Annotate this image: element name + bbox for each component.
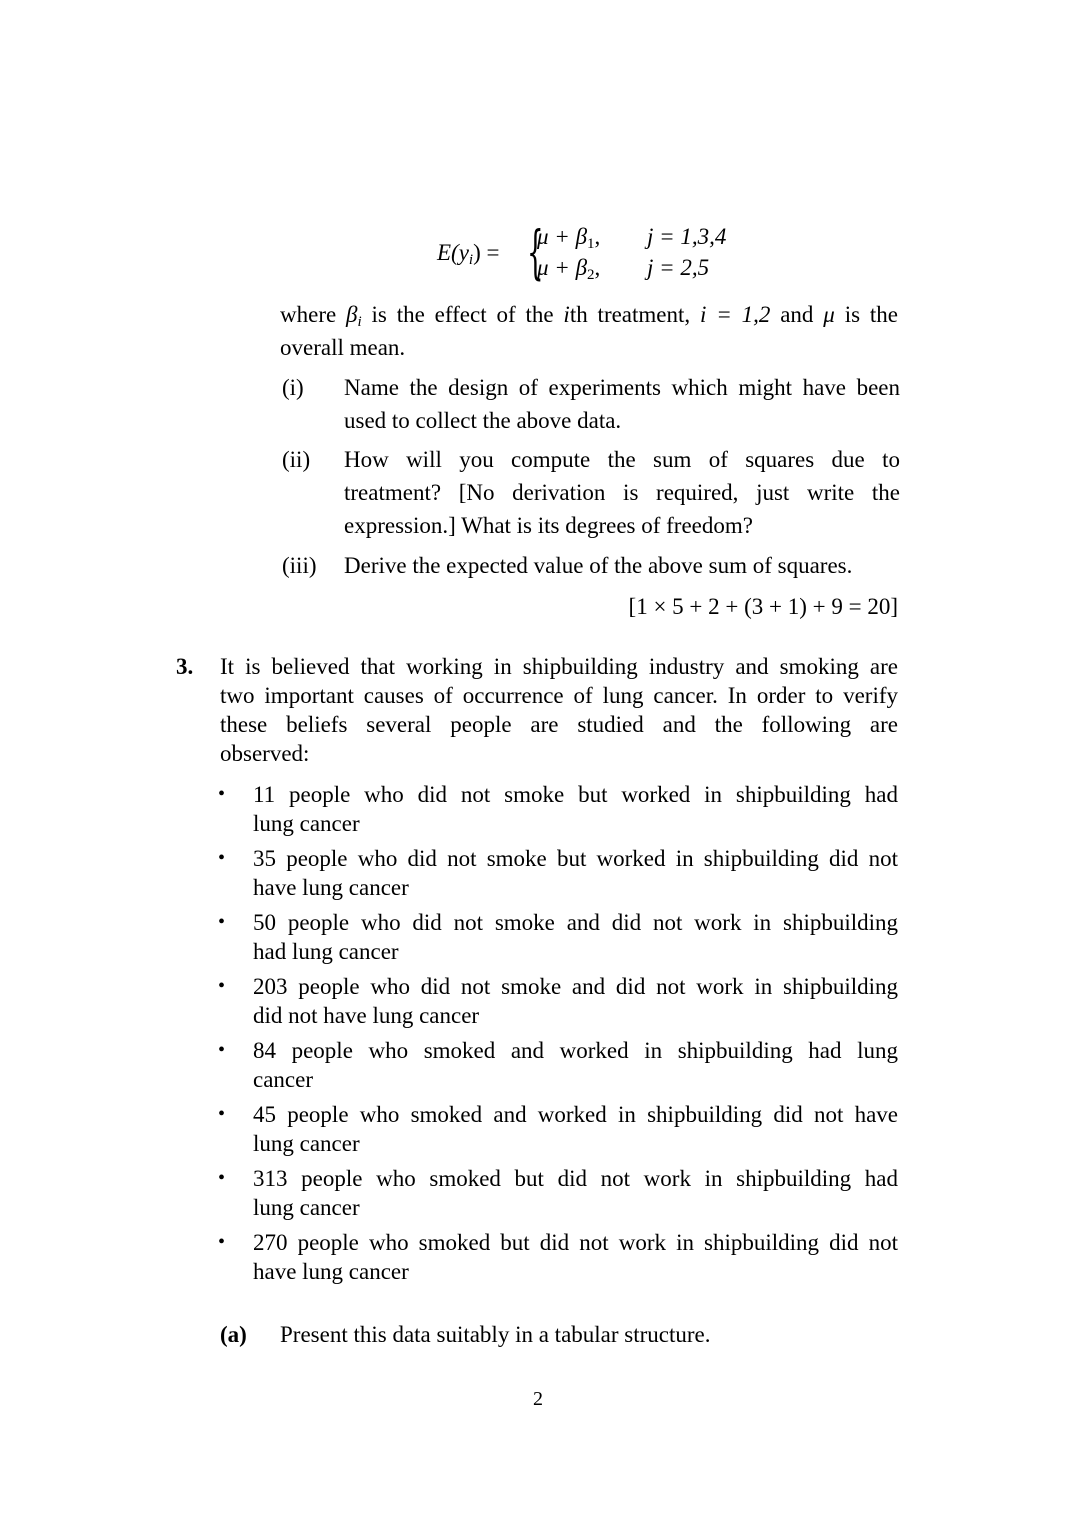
part-a-label: (a) — [220, 1322, 247, 1347]
bullet-icon: • — [218, 975, 226, 997]
part-a-text: Present this data suitably in a tabular structure. — [280, 1322, 711, 1347]
observation-list — [218, 780, 898, 1292]
equation-brace: { — [527, 218, 544, 286]
list-item: • 313 people who smoked but did not work in shipbuilding had lung cancer — [218, 1166, 898, 1220]
bullet-icon: • — [218, 1039, 226, 1061]
page-number: 2 — [533, 1388, 543, 1410]
exam-page: $E(y_i)$ = { $\mu + \beta_1$, j = 1,3,4 $\mu + \beta_2$, j = 2,5 where $\beta_i$ is the effect of the ith treatment, i = 1,2 and μ is the overall mean. (i) Name the design of experiments which might have been used to collect the above data. (ii) How will you compute the sum of squares due to treatment? [No derivation is required, just write the expression.] What is its degrees of freedom? (iii) Derive the expected value of the above sum of squares. [1 × 5 + 2 + (3 + 1) + 9 = 20] 3. It is believed that working in shipbuilding industry and smoking are two important causes of occurrence of lung cancer. In order to verify these beliefs several people are studied and the following are observed: • 11 people who did not smoke but worked in shipbuilding had lung cancer • 35 people who did not smoke but worked in shipbuilding did not have lung cancer • 50 people who did not smoke and did not work in shipbuilding had lung cancer • 203 people who did not smoke and did not work in shipbuilding did not have lung cancer • 84 people who smoked and worked in shipbuilding had lung cancer • 45 people who smoked and worked in shipbuilding did not have lung cancer • 313 people who smoked but did not work in shipbuilding had lung cancer • 270 people who smoked but did not work in shipbuilding did not have lung cancer (a) Present this data suitably in a tabular structure. 2 — [0, 0, 1076, 1518]
bullet-icon: • — [218, 911, 226, 933]
list-item: • 270 people who smoked but did not work in shipbuilding did not have lung cancer — [218, 1230, 898, 1284]
where-explanation: where $\beta_i$ is the effect of the ith treatment, i = 1,2 and μ is the overall mean. — [280, 302, 898, 360]
equation-case-1: $\mu + \beta_1$, j = 1,3,4 — [537, 224, 727, 252]
bullet-icon: • — [218, 1231, 226, 1253]
marks-allocation: [1 × 5 + 2 + (3 + 1) + 9 = 20] — [628, 594, 898, 619]
list-item: • 203 people who did not smoke and did not work in shipbuilding did not have lung cancer — [218, 974, 898, 1028]
list-item: • 11 people who did not smoke but worked in shipbuilding had lung cancer — [218, 782, 898, 836]
bullet-icon: • — [218, 1167, 226, 1189]
list-item: • 45 people who smoked and worked in shipbuilding did not have lung cancer — [218, 1102, 898, 1156]
bullet-icon: • — [218, 1103, 226, 1125]
equation-lhs: $E(y_i)$ = — [437, 240, 500, 268]
equation-case-2: $\mu + \beta_2$, j = 2,5 — [537, 255, 710, 283]
question-3-text: It is believed that working in shipbuilding industry and smoking are two important causes of occurrence of lung cancer. In order to verify these beliefs several people are studied and the following are observed: — [220, 654, 898, 766]
question-number: 3. — [176, 654, 194, 679]
list-item: • 50 people who did not smoke and did not work in shipbuilding had lung cancer — [218, 910, 898, 964]
bullet-icon: • — [218, 783, 226, 805]
list-item: • 35 people who did not smoke but worked in shipbuilding did not have lung cancer — [218, 846, 898, 900]
list-item: • 84 people who smoked and worked in shipbuilding had lung cancer — [218, 1038, 898, 1092]
bullet-icon: • — [218, 847, 226, 869]
